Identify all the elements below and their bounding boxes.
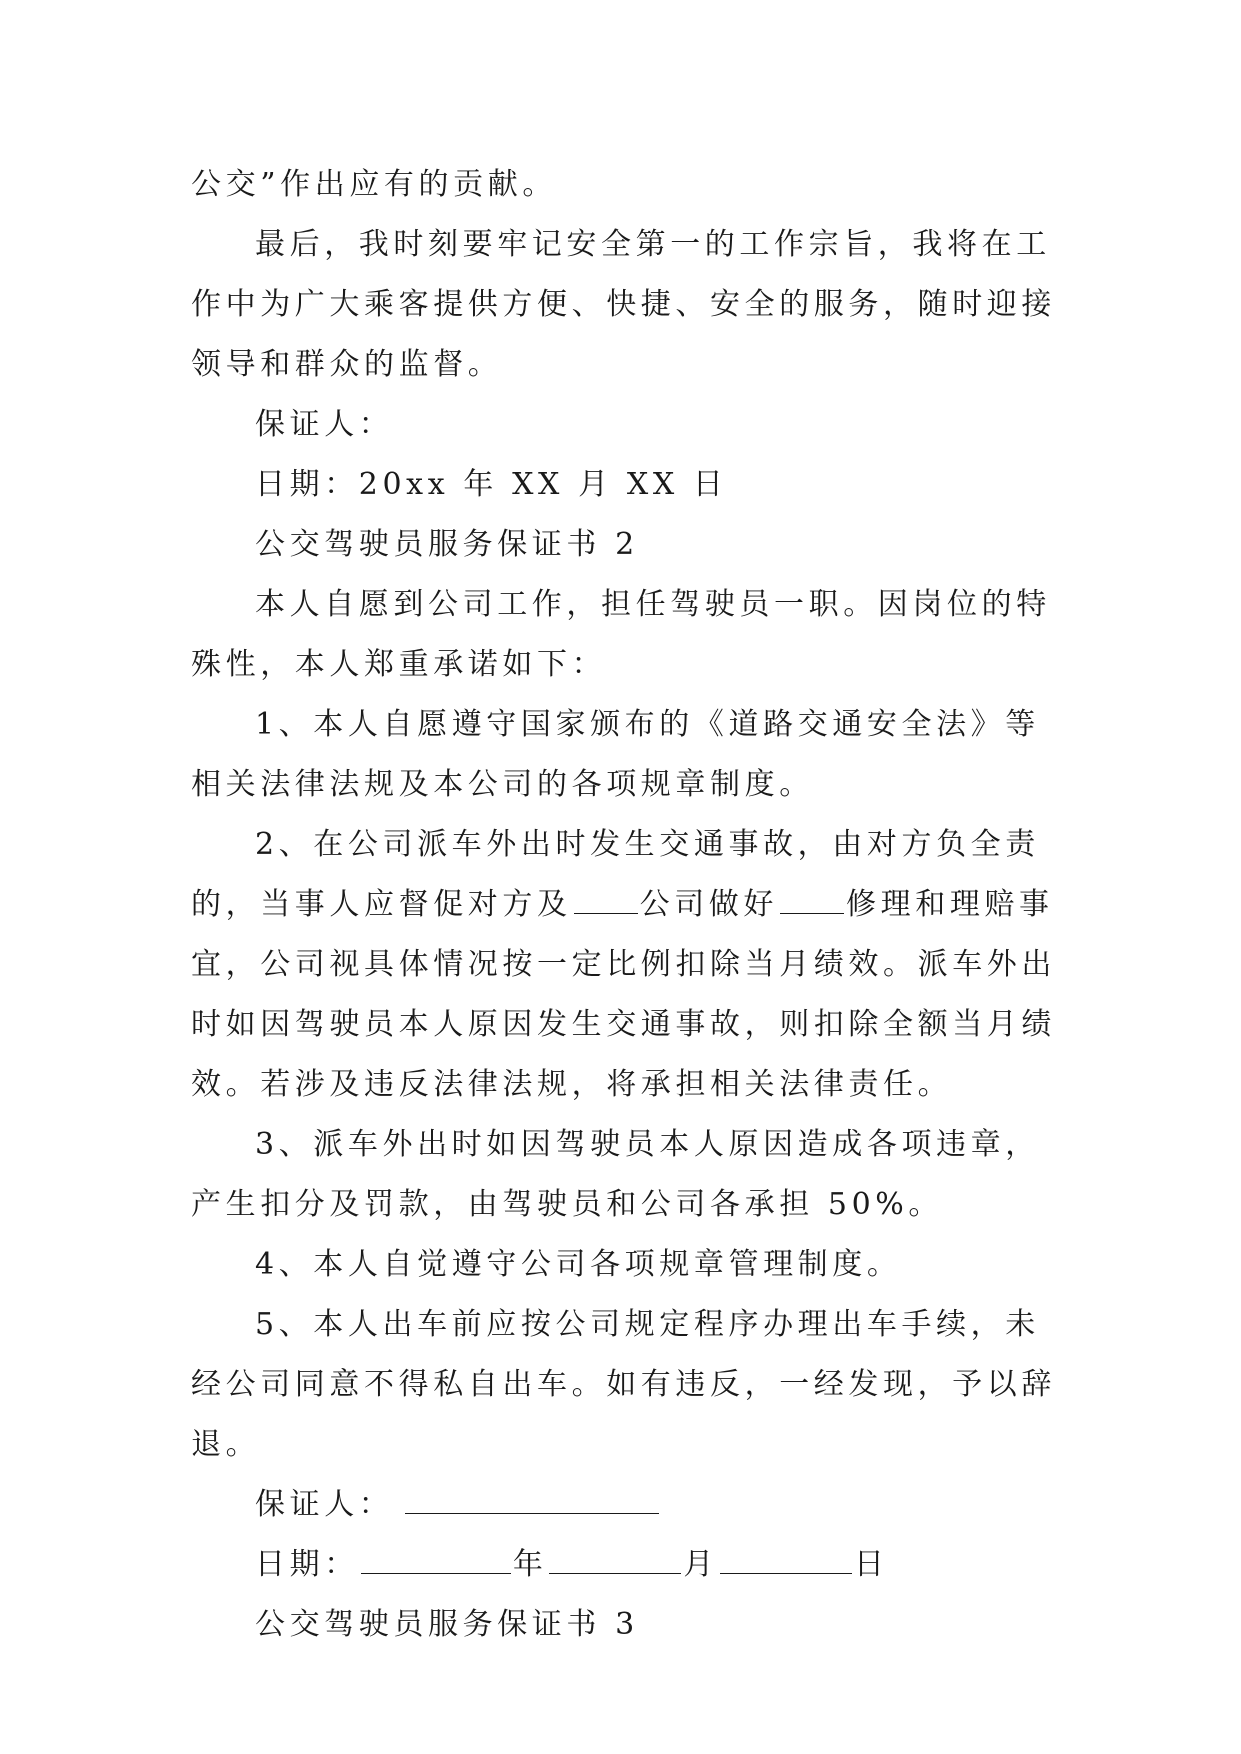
clause-2-part-a: 2、在公司派车外出时发生交通事故，由对方负全责的，当事人应督促对方及 [191,827,1040,922]
year-blank [361,1547,511,1574]
clause-2 [191,815,1059,1115]
clause-4: 4、本人自觉遵守公司各项规章管理制度。 [255,1247,902,1282]
guarantor-signature-line [191,1475,1059,1535]
date-label: 日期： [255,1547,359,1582]
paragraph-continuation: 公交”作出应有的贡献。 [191,167,557,202]
paragraph-intro: 本人自愿到公司工作，担任驾驶员一职。因岗位的特殊性，本人郑重承诺如下： [191,587,1051,682]
month-label: 月 [683,1547,719,1582]
guarantor-label-2: 保证人： [255,1487,394,1522]
clause-5: 5、本人出车前应按公司规定程序办理出车手续，未经公司同意不得私自出车。如有违反，一经发现，予以辞退。 [191,1307,1056,1462]
signature-blank [405,1487,659,1514]
clause-2-part-b: 公司做好 [639,887,779,922]
section-heading-2: 公交驾驶员服务保证书 2 [255,527,639,562]
date-line: 日期：20xx 年 XX 月 XX 日 [255,467,728,502]
date-fill-line [191,1535,1059,1595]
clause-3: 3、派车外出时如因驾驶员本人原因造成各项违章，产生扣分及罚款，由驾驶员和公司各承担 50%。 [191,1127,1040,1222]
year-label: 年 [512,1547,548,1582]
blank-line [780,887,844,914]
blank-line [574,887,638,914]
document-page [191,155,1059,1655]
section-heading-3: 公交驾驶员服务保证书 3 [255,1607,639,1642]
guarantor-label: 保证人： [255,407,394,442]
clause-2-part-c: 修理和理赔事宜，公司视具体情况按一定比例扣除当月绩效。派车外出时如因驾驶员本人原因发生交通事故，则扣除全额当月绩效。若涉及违反法律法规，将承担相关法律责任。 [191,887,1056,1102]
day-blank [720,1547,852,1574]
month-blank [549,1547,681,1574]
paragraph-closing: 最后，我时刻要牢记安全第一的工作宗旨，我将在工作中为广大乘客提供方便、快捷、安全的服务，随时迎接领导和群众的监督。 [191,227,1056,382]
day-label: 日 [854,1547,889,1582]
clause-1: 1、本人自愿遵守国家颁布的《道路交通安全法》等相关法律法规及本公司的各项规章制度。 [191,707,1040,802]
